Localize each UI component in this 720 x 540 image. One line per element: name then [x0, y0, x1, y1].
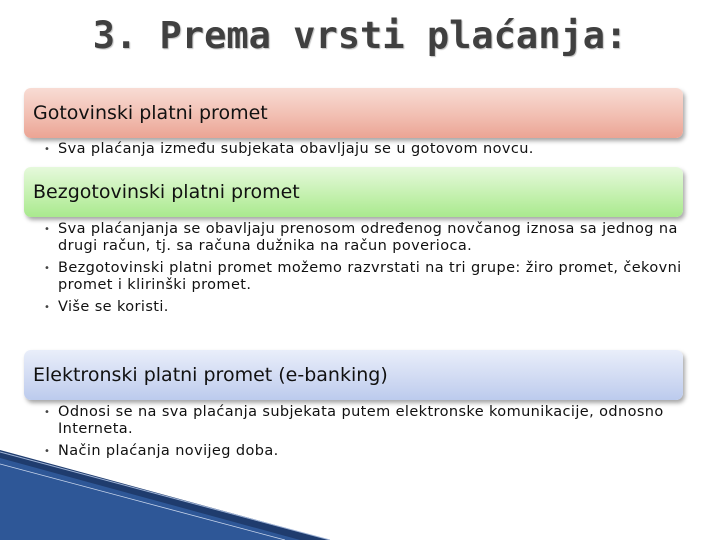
section-heading-electronic [24, 350, 683, 400]
section-heading-label: Elektronski platni promet (e-banking) [33, 364, 388, 386]
bullet-item: • Više se koristi. [42, 299, 692, 316]
section-heading-cashless [24, 167, 683, 217]
bullet-item: • Način plaćanja novijeg doba. [42, 443, 692, 460]
section-heading-cash [24, 88, 683, 138]
bullet-item: • Odnosi se na sva plaćanja subjekata putem elektronske komunikacije, odnosno Interneta. [42, 404, 692, 438]
section-heading-label: Gotovinski platni promet [33, 102, 268, 124]
bullet-item: • Sva plaćanja između subjekata obavljaju se u gotovom novcu. [42, 141, 692, 158]
bullet-item: • Bezgotovinski platni promet možemo razvrstati na tri grupe: žiro promet, čekovni promet i klirinški promet. [42, 260, 692, 294]
slide-title: 3. Prema vrsti plaćanja: [92, 14, 628, 57]
bullet-list-cashless [42, 221, 692, 321]
bullet-item: • Sva plaćanjanja se obavljaju prenosom određenog novčanog iznosa sa jednog na drugi račun, tj. sa računa dužnika na račun poverioca. [42, 221, 692, 255]
bullet-list-cash [42, 141, 692, 163]
section-heading-label: Bezgotovinski platni promet [33, 181, 300, 203]
corner-decoration [0, 450, 330, 540]
